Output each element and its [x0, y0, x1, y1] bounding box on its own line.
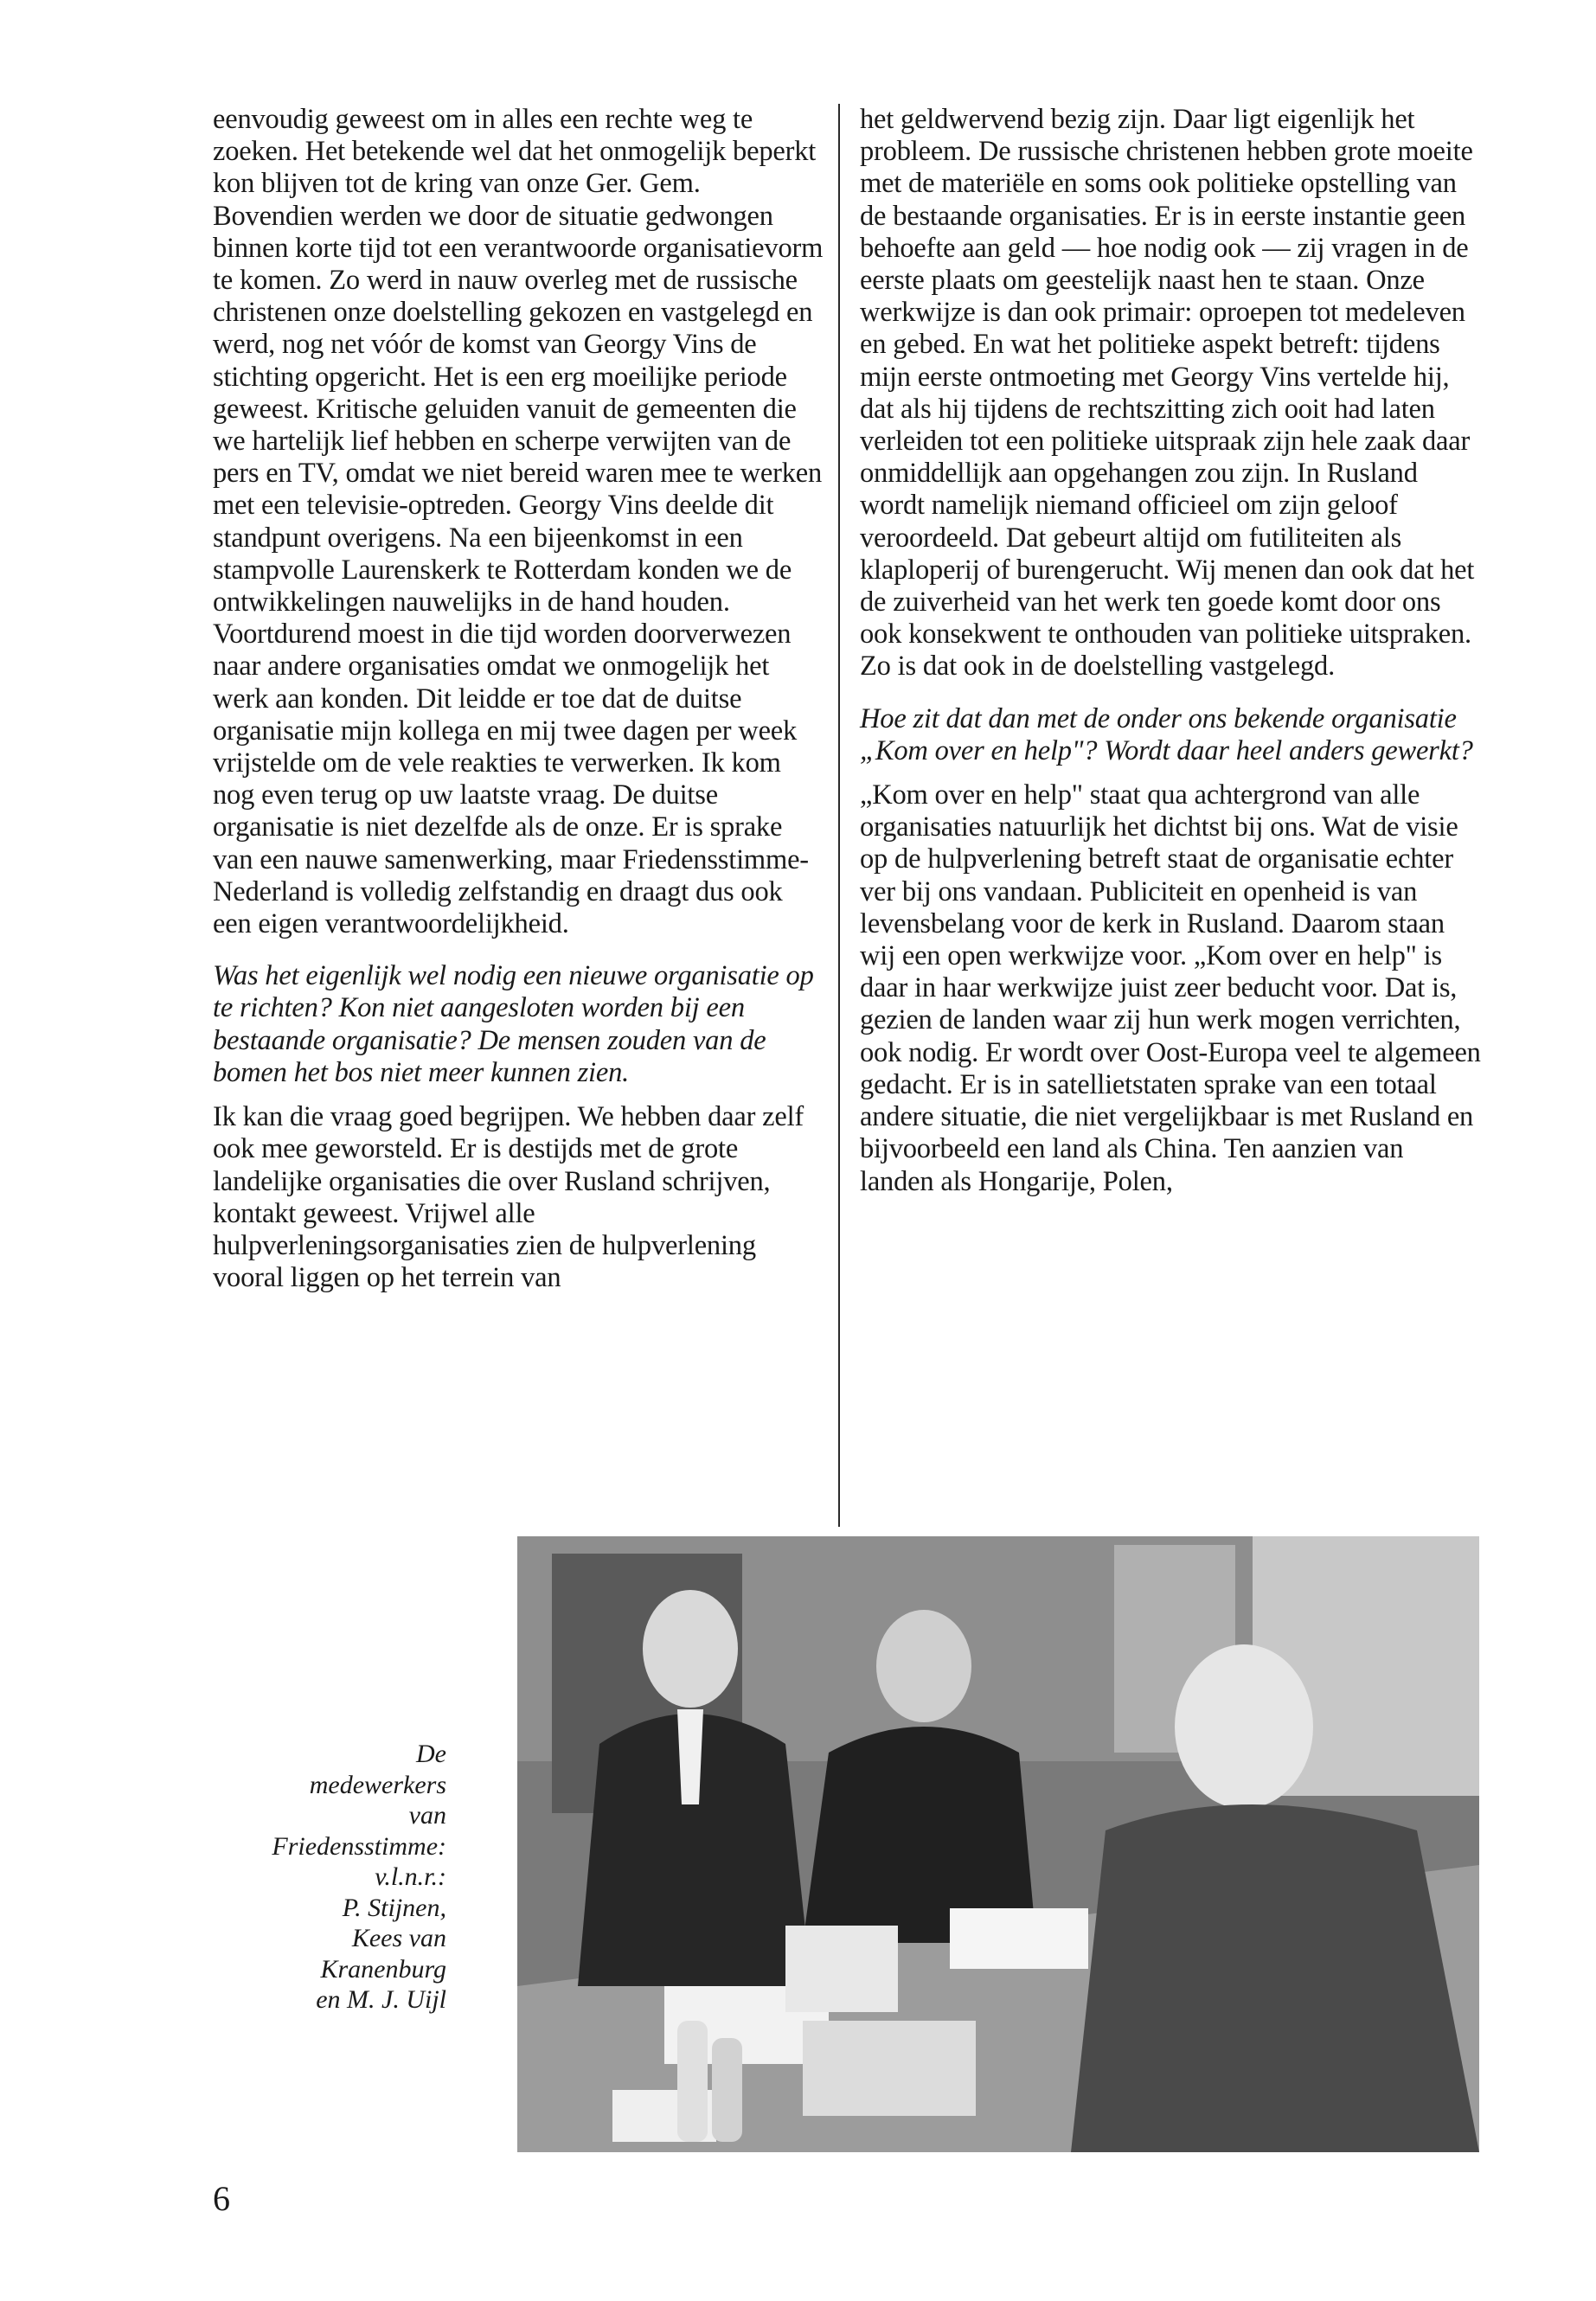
- caption-line: Kranenburg: [320, 1954, 446, 1984]
- column-divider: [838, 104, 840, 1527]
- photo-illustration: [517, 1536, 1479, 2152]
- caption-line: v.l.n.r.:: [375, 1862, 446, 1891]
- paragraph: eenvoudig geweest om in alles een rechte weg te zoeken. Het betekende wel dat het onmogelijk beperkt kon blijven tot de kring van onze Ger. Gem. Bovendien werden we door de situatie gedwongen binnen korte tijd tot een verantwoorde organisatievorm te komen. Zo werd in nauw overleg met de russische christenen onze doelstelling gekozen en vastgelegd en werd, nog net vóór de komst van Georgy Vins de stichting opgericht. Het is een erg moeilijke periode geweest. Kritische geluiden vanuit de gemeenten die we hartelijk lief hebben en scherpe verwijten van de pers en TV, omdat we niet bereid waren mee te werken met een televisie-optreden. Georgy Vins deelde dit standpunt overigens. Na een bijeenkomst in een stampvolle Laurenskerk te Rotterdam konden we de ontwikkelingen nauwelijks in de hand houden. Voortdurend moest in die tijd worden doorverwezen naar andere organisaties omdat we onmogelijk het werk aan konden. Dit leidde er toe dat de duitse organisatie mijn kollega en mij twee dagen per week vrijstelde om de vele reakties te verwerken. Ik kom nog even terug op uw laatste vraag. De duitse organisatie is niet dezelfde als de onze. Er is sprake van een nauwe samenwerking, maar Friedensstimme-Nederland is volledig zelfstandig en draagt dus ook een eigen verantwoordelijkheid.: [213, 104, 824, 940]
- page-number: 6: [213, 2179, 230, 2218]
- left-column: [213, 104, 824, 1314]
- caption-line: P. Stijnen,: [342, 1893, 446, 1922]
- interview-question: Was het eigenlijk wel nodig een nieuwe organisatie op te richten? Kon niet aangesloten worden bij een bestaande organisatie? De mensen zouden van de bomen het bos niet meer kunnen zien.: [213, 960, 814, 1088]
- paragraph: het geldwervend bezig zijn. Daar ligt eigenlijk het probleem. De russische christenen hebben grote moeite met de materiële en soms ook politieke opstelling van de bestaande organisaties. Er is in eerste instantie geen behoefte aan geld — hoe nodig ook — zij vragen in de eerste plaats om geestelijk naast hen te staan. Onze werkwijze is dan ook primair: oproepen tot medeleven en gebed. En wat het politieke aspekt betreft: tijdens mijn eerste ontmoeting met Georgy Vins vertelde hij, dat als hij tijdens de rechtszitting zich ooit had laten verleiden tot een politieke uitspraak zijn hele zaak daar onmiddellijk aan opgehangen zou zijn. In Rusland wordt namelijk niemand officieel om zijn geloof veroordeeld. Dat gebeurt altijd om futiliteiten als klaploperij of burengerucht. Wij menen dan ook dat het de zuiverheid van het werk ten goede komt door ons ook konsekwent te onthouden van politieke uitspraken. Zo is dat ook in de doelstelling vastgelegd.: [860, 104, 1475, 683]
- caption-line: medewerkers: [309, 1770, 446, 1799]
- caption-line: Kees van: [351, 1924, 446, 1952]
- photo-caption: [213, 1739, 446, 2016]
- paragraph: Ik kan die vraag goed begrijpen. We hebben daar zelf ook mee geworsteld. Er is destijds met de grote landelijke organisaties die over Rusland schrijven, kontakt geweest. Vrijwel alle hulpverleningsorganisaties zien de hulpverlening vooral liggen op het terrein van: [213, 1101, 804, 1294]
- caption-line: van: [408, 1801, 446, 1830]
- caption-line: Friedensstimme:: [272, 1831, 446, 1861]
- interview-question: Hoe zit dat dan met de onder ons bekende organisatie „Kom over en help"? Wordt daar heel anders gewerkt?: [860, 702, 1473, 766]
- caption-line: De: [416, 1740, 446, 1768]
- staff-photo: [517, 1536, 1479, 2152]
- right-column: [860, 104, 1481, 1218]
- caption-line: en M. J. Uijl: [316, 1985, 446, 2014]
- paragraph: „Kom over en help" staat qua achtergrond van alle organisaties natuurlijk het dichtst bij ons. Wat de visie op de hulpverlening betreft staat de organisatie echter ver bij ons vandaan. Publiciteit en openheid is van levensbelang voor de kerk in Rusland. Daarom staan wij een open werkwijze voor. „Kom over en help" is daar in haar werkwijze juist zeer beducht voor. Dat is, gezien de landen waar zij hun werk mogen verrichten, ook nodig. Er wordt over Oost-Europa veel te algemeen gedacht. Er is in satellietstaten sprake van een totaal andere situatie, die niet vergelijkbaar is met Rusland en bijvoorbeeld een land als China. Ten aanzien van landen als Hongarije, Polen,: [860, 779, 1481, 1197]
